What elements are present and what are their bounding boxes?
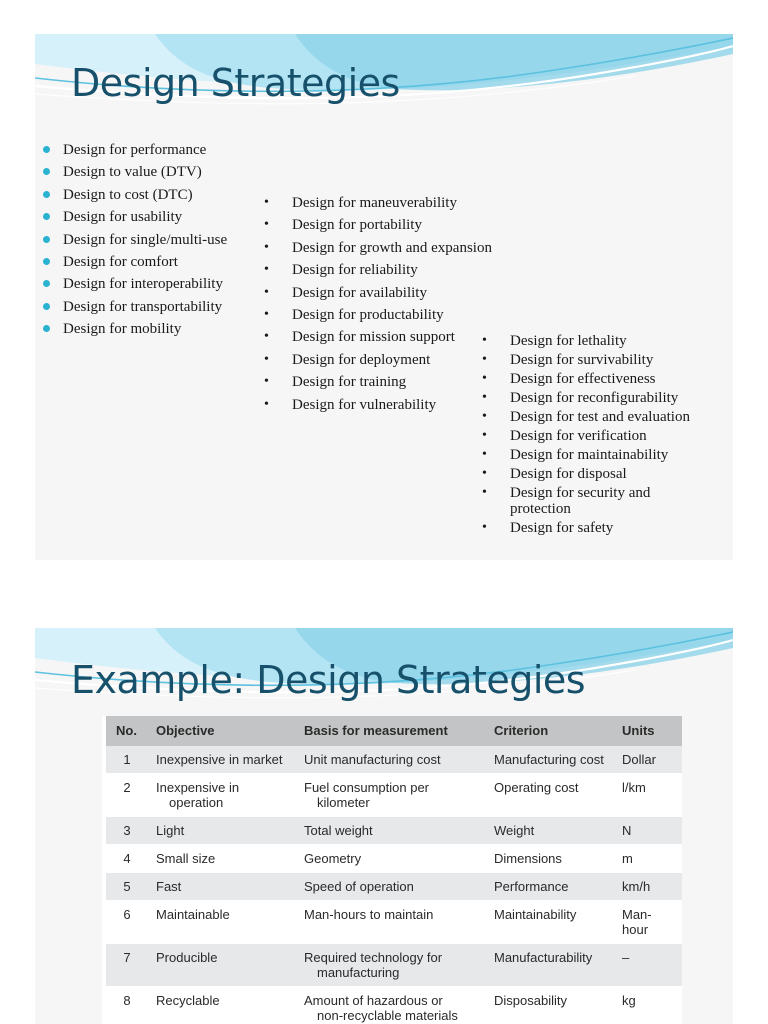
list-item: [264, 328, 492, 350]
bullet-icon: [43, 325, 50, 332]
list-item: [264, 194, 492, 216]
list-item-text: Design for performance: [63, 142, 207, 158]
list-item: [264, 239, 492, 261]
bullet-icon: •: [482, 520, 487, 535]
cell-criterion: Weight: [488, 817, 616, 845]
table-row: [106, 873, 682, 901]
list-item: [264, 351, 492, 373]
list-item-text: Design for comfort: [63, 253, 178, 270]
table-header-row: [106, 716, 682, 746]
list-item-text: Design for mission support: [292, 329, 455, 346]
list-item: [482, 390, 695, 406]
list-item-text: Design for maneuverability: [292, 195, 457, 211]
list-item-text: Design for disposal: [510, 466, 627, 482]
bullet-icon: •: [482, 390, 487, 405]
bullet-icon: [43, 168, 50, 175]
bullet-icon: •: [482, 371, 487, 386]
table-row: [106, 987, 682, 1024]
cell-units: m: [616, 845, 682, 873]
design-objectives-table-panel: [102, 716, 682, 1024]
cell-criterion: Manufacturability: [488, 944, 616, 987]
list-item-text: Design for usability: [63, 209, 183, 226]
header-criterion: Criterion: [488, 716, 616, 746]
cell-criterion: Performance: [488, 873, 616, 901]
cell-objective: [150, 774, 298, 817]
bullet-icon: [43, 146, 50, 153]
list-item: [482, 409, 695, 425]
list-item: [63, 253, 227, 275]
list-item-text: Design for productability: [292, 306, 444, 323]
table-row: [106, 774, 682, 817]
cell-objective: [150, 746, 298, 774]
header-no: No.: [106, 716, 150, 746]
bullet-icon: [43, 303, 50, 310]
bullet-icon: [43, 191, 50, 198]
cell-text-line: Maintainable: [156, 907, 230, 922]
list-item-text: Design for interoperability: [63, 276, 223, 293]
bullet-icon: •: [482, 466, 487, 481]
list-item-text: Design for training: [292, 374, 407, 391]
list-item-text: Design to value (DTV): [63, 164, 202, 181]
list-item-text: Design for single/multi-use: [63, 231, 228, 248]
cell-text-line: Amount of hazardous or: [304, 993, 443, 1008]
list-item: [63, 275, 227, 297]
list-item: [482, 333, 695, 349]
header-units: Units: [616, 716, 682, 746]
slide-example-design-strategies: [35, 628, 733, 1024]
table-row: [106, 901, 682, 944]
cell-basis: [298, 774, 488, 817]
list-item: [63, 186, 227, 208]
cell-text-line: Fast: [156, 879, 182, 894]
cell-text-line: Unit manufacturing cost: [304, 752, 441, 767]
cell-text-line: non-recyclable materials: [317, 1008, 458, 1023]
bullet-icon: [43, 236, 50, 243]
list-item: [482, 520, 695, 536]
cell-basis: [298, 901, 488, 944]
slide-title: Design Strategies: [71, 61, 400, 105]
cell-text-line: operation: [169, 795, 224, 810]
list-item-text: Design for portability: [292, 217, 422, 234]
cell-objective: [150, 987, 298, 1024]
bullet-icon: •: [482, 447, 487, 462]
list-item: [482, 371, 695, 387]
list-item-text: Design for availability: [292, 284, 427, 301]
bullet-icon: [43, 213, 50, 220]
cell-text-line: Total weight: [304, 823, 373, 838]
bullet-icon: [43, 280, 50, 287]
list-item: [264, 373, 492, 395]
cell-text-line: Speed of operation: [304, 879, 414, 894]
cell-criterion: Dimensions: [488, 845, 616, 873]
cell-objective: [150, 817, 298, 845]
cell-text-line: Recyclable: [156, 993, 220, 1008]
list-item: [63, 141, 227, 163]
list-item: [63, 320, 227, 342]
cell-basis: [298, 944, 488, 987]
list-item: [264, 306, 492, 328]
bullet-icon: •: [264, 306, 269, 322]
cell-no: 7: [106, 944, 150, 987]
list-item-text: Design for deployment: [292, 351, 431, 368]
list-item-text: Design for effectiveness: [510, 371, 656, 387]
list-item-text: Design for reconfigurability: [510, 390, 679, 406]
list-item-text: Design for growth and expansion: [292, 239, 492, 256]
bullet-icon: •: [264, 374, 269, 390]
cell-no: 4: [106, 845, 150, 873]
cell-text-line: Light: [156, 823, 185, 838]
list-item: [63, 231, 227, 253]
list-item: [482, 428, 695, 444]
cell-units: Man-hour: [616, 901, 682, 944]
slide-design-strategies: [35, 34, 733, 560]
cell-units: l/km: [616, 774, 682, 817]
cell-units: N: [616, 817, 682, 845]
cell-text-line: Geometry: [304, 851, 362, 866]
list-item: [63, 163, 227, 185]
list-item: [482, 352, 695, 368]
cell-text-line: Inexpensive in market: [156, 752, 283, 767]
list-item: [264, 396, 492, 418]
list-item-text: Design for maintainability: [510, 447, 669, 463]
cell-text-line: kilometer: [317, 795, 370, 810]
table-row: [106, 944, 682, 987]
bullet-icon: •: [482, 428, 487, 443]
list-item: [482, 447, 695, 463]
strategy-list-column-2: [264, 194, 492, 418]
list-item: [264, 261, 492, 283]
cell-no: 2: [106, 774, 150, 817]
cell-basis: [298, 746, 488, 774]
cell-objective: [150, 873, 298, 901]
list-item-text: Design for transportability: [63, 298, 223, 315]
table-row: [106, 817, 682, 845]
bullet-icon: •: [482, 333, 487, 348]
cell-criterion: Disposability: [488, 987, 616, 1024]
cell-no: 6: [106, 901, 150, 944]
cell-objective: [150, 845, 298, 873]
cell-text-line: Inexpensive in: [156, 780, 240, 795]
cell-text-line: manufacturing: [317, 965, 400, 980]
list-item-text: Design for vulnerability: [292, 396, 437, 413]
list-item: [264, 216, 492, 238]
cell-basis: [298, 873, 488, 901]
bullet-icon: •: [482, 352, 487, 367]
cell-criterion: Maintainability: [488, 901, 616, 944]
cell-basis: [298, 987, 488, 1024]
cell-no: 5: [106, 873, 150, 901]
cell-no: 3: [106, 817, 150, 845]
design-objectives-table: [106, 716, 682, 1024]
table-body: [106, 746, 682, 1024]
cell-criterion: Operating cost: [488, 774, 616, 817]
bullet-icon: •: [264, 284, 269, 300]
list-item: [63, 208, 227, 230]
cell-text-line: Required technology for: [304, 950, 443, 965]
cell-text-line: Small size: [156, 851, 216, 866]
cell-no: 1: [106, 746, 150, 774]
cell-text-line: Fuel consumption per: [304, 780, 430, 795]
list-item-text: Design for safety: [510, 520, 614, 536]
list-item-text: Design for survivability: [510, 352, 654, 368]
bullet-icon: •: [264, 195, 269, 210]
list-item-text: Design for security and protection: [510, 485, 651, 517]
strategy-list-column-1: [63, 141, 227, 343]
strategy-list-column-3: [482, 333, 695, 539]
bullet-icon: •: [264, 329, 269, 345]
bullet-icon: [43, 258, 50, 265]
bullet-icon: •: [264, 351, 269, 367]
cell-basis: [298, 817, 488, 845]
header-objective: Objective: [150, 716, 298, 746]
cell-units: km/h: [616, 873, 682, 901]
cell-text-line: Producible: [156, 950, 218, 965]
list-item: [482, 485, 695, 517]
cell-basis: [298, 845, 488, 873]
list-item-text: Design for test and evaluation: [510, 409, 690, 425]
cell-no: 8: [106, 987, 150, 1024]
list-item: [482, 466, 695, 482]
cell-objective: [150, 944, 298, 987]
cell-criterion: Manufacturing cost: [488, 746, 616, 774]
cell-objective: [150, 901, 298, 944]
slide-title: Example: Design Strategies: [71, 658, 586, 702]
bullet-icon: •: [482, 485, 487, 500]
table-row: [106, 746, 682, 774]
cell-units: –: [616, 944, 682, 987]
list-item: [63, 298, 227, 320]
cell-units: kg: [616, 987, 682, 1024]
list-item-text: Design to cost (DTC): [63, 186, 193, 203]
bullet-icon: •: [264, 217, 269, 233]
cell-units: Dollar: [616, 746, 682, 774]
bullet-icon: •: [264, 239, 269, 255]
table-row: [106, 845, 682, 873]
bullet-icon: •: [264, 262, 269, 278]
cell-text-line: Man-hours to maintain: [304, 907, 434, 922]
bullet-icon: •: [264, 396, 269, 412]
list-item-text: Design for lethality: [510, 333, 627, 349]
list-item: [264, 284, 492, 306]
list-item-text: Design for verification: [510, 428, 647, 444]
header-basis: Basis for measurement: [298, 716, 488, 746]
list-item-text: Design for mobility: [63, 321, 182, 338]
list-item-text: Design for reliability: [292, 262, 418, 279]
bullet-icon: •: [482, 409, 487, 424]
